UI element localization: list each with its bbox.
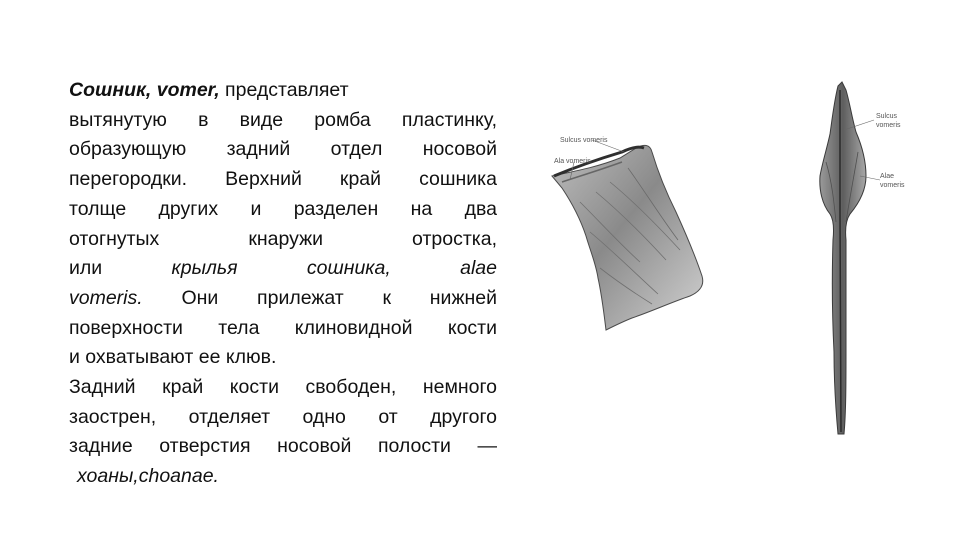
term-choanae: хоаны,choanae. — [77, 465, 219, 488]
vomer-illustration — [540, 72, 940, 452]
text-line: vomeris. Они прилежат к нижней — [69, 286, 497, 309]
text-line: или крылья сошника, alae — [69, 257, 497, 280]
label-sulcus-vomeris: Sulcus vomeris — [560, 137, 608, 144]
text-line: заострен, отделяет одно от другого — [69, 405, 497, 428]
label-alae: Alae — [880, 173, 895, 180]
label-alae-vomeris: vomeris — [880, 182, 905, 189]
term-vomeris: vomeris. — [69, 286, 143, 309]
text-line: перегородки. Верхний край сошника — [69, 168, 497, 191]
description-text — [69, 76, 497, 492]
label-ala-vomeris: Ala vomeris — [554, 158, 591, 165]
text-line: Сошник, vomer, представляет — [69, 79, 349, 101]
text-line: Задний край кости свободен, немного — [69, 376, 497, 399]
vomer-lateral-view — [552, 145, 703, 330]
text-line: задние отверстия носовой полости — — [69, 435, 497, 458]
term-vomer: Сошник, vomer, — [69, 79, 220, 101]
label-sulcus-vomeris-2: vomeris — [876, 122, 901, 129]
text-line: толще других и разделен на два — [69, 197, 497, 220]
term-alae-vomeris: крылья сошника, alae — [171, 257, 497, 280]
text-line — [69, 462, 497, 492]
text-line: вытянутую в виде ромба пластинку, — [69, 108, 497, 131]
text-line: образующую задний отдел носовой — [69, 138, 497, 161]
text-line: отогнутых кнаружи отростка, — [69, 227, 497, 250]
label-sulcus: Sulcus — [876, 113, 898, 120]
text-line: поверхности тела клиновидной кости — [69, 316, 497, 339]
vomer-posterior-view — [820, 82, 866, 434]
text-line: и охватывают ее клюв. — [69, 346, 277, 369]
